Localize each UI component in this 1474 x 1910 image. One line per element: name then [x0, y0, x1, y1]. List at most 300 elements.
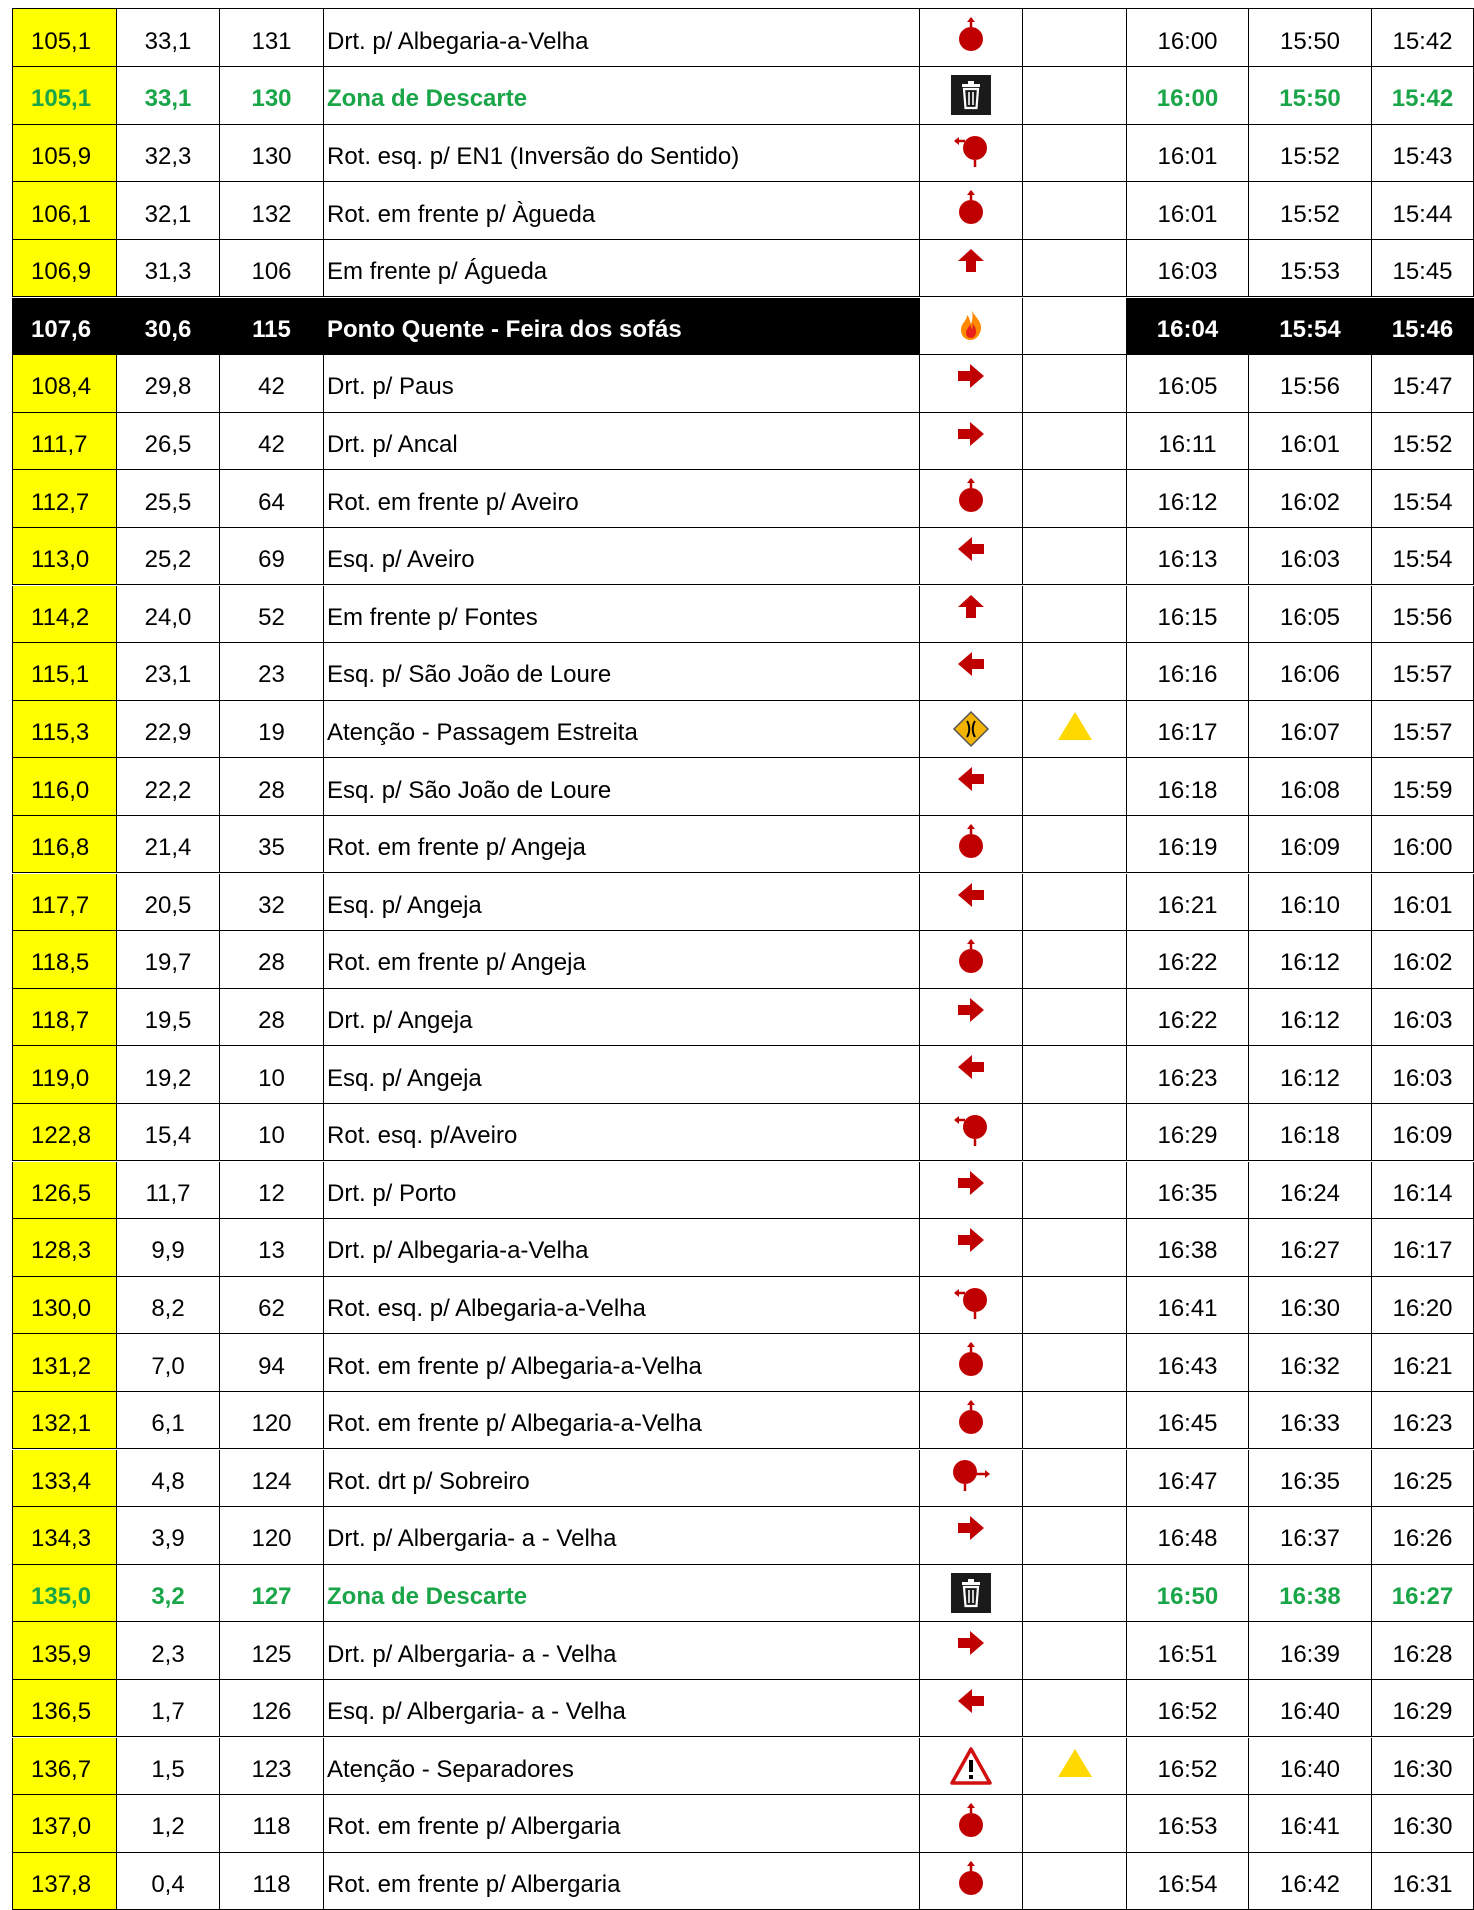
km-text: 136,5	[31, 1698, 92, 1726]
table-row	[12, 643, 1474, 701]
icon-cell	[919, 413, 1022, 470]
time-1-text: 16:00	[1156, 85, 1219, 113]
partial-text: 13	[258, 1237, 285, 1265]
remaining-cell	[116, 528, 219, 585]
warning-cell	[1022, 989, 1126, 1046]
icon-cell	[919, 1219, 1022, 1276]
time-1-cell	[1126, 1219, 1248, 1276]
instruction-cell	[323, 413, 919, 470]
instruction-cell	[323, 355, 919, 412]
km-text: 134,3	[31, 1525, 92, 1553]
partial-text: 118	[252, 1870, 291, 1898]
km-cell	[12, 1450, 116, 1507]
partial-text: 124	[251, 1467, 292, 1495]
time-1-cell	[1126, 1162, 1248, 1219]
instruction-cell	[323, 758, 919, 815]
time-3-cell	[1371, 355, 1474, 412]
icon-cell	[919, 1046, 1022, 1103]
time-3-text: 16:30	[1392, 1813, 1453, 1841]
instruction-text: Atenção - Passagem Estreita	[327, 718, 638, 746]
partial-text: 106	[251, 258, 292, 286]
warning-cell	[1022, 1680, 1126, 1737]
km-cell	[12, 874, 116, 931]
table-row	[12, 816, 1474, 874]
partial-text: 130	[251, 142, 292, 170]
instruction-cell	[323, 1622, 919, 1679]
remaining-cell	[116, 989, 219, 1046]
instruction-cell	[323, 1162, 919, 1219]
warning-cell	[1022, 1104, 1126, 1161]
remaining-text: 11,7	[145, 1179, 191, 1207]
instruction-text: Em frente p/ Fontes	[327, 603, 538, 631]
time-1-cell	[1126, 67, 1248, 124]
roundabout-straight-icon	[956, 1400, 986, 1436]
table-row	[12, 1392, 1474, 1450]
time-2-cell	[1248, 1277, 1371, 1334]
time-3-cell	[1371, 182, 1474, 239]
time-1-text: 16:29	[1157, 1122, 1218, 1150]
remaining-cell	[116, 643, 219, 700]
partial-text: 28	[258, 1006, 285, 1034]
time-1-cell	[1126, 413, 1248, 470]
remaining-text: 22,2	[144, 776, 192, 804]
table-row	[12, 1277, 1474, 1335]
time-2-cell	[1248, 1046, 1371, 1103]
remaining-cell	[116, 1392, 219, 1449]
remaining-cell	[116, 931, 219, 988]
partial-cell	[219, 125, 323, 182]
km-cell	[12, 125, 116, 182]
warning-cell	[1022, 874, 1126, 931]
instruction-text: Drt. p/ Angeja	[327, 1006, 473, 1034]
km-cell	[12, 1622, 116, 1679]
icon-cell	[919, 1277, 1022, 1334]
time-2-text: 16:12	[1279, 949, 1341, 977]
time-1-text: 16:01	[1157, 142, 1218, 170]
partial-cell	[219, 1738, 323, 1795]
km-text: 119,0	[31, 1064, 90, 1092]
time-2-cell	[1248, 758, 1371, 815]
instruction-text: Drt. p/ Albegaria-a-Velha	[327, 27, 589, 55]
km-cell	[12, 701, 116, 758]
time-2-text: 15:53	[1279, 258, 1341, 286]
warning-cell	[1022, 413, 1126, 470]
remaining-text: 6,1	[151, 1410, 185, 1438]
remaining-cell	[116, 470, 219, 527]
time-2-text: 16:35	[1279, 1467, 1341, 1495]
time-1-text: 16:38	[1157, 1237, 1218, 1265]
icon-cell	[919, 240, 1022, 297]
partial-cell	[219, 1104, 323, 1161]
time-2-cell	[1248, 989, 1371, 1046]
instruction-cell	[323, 989, 919, 1046]
instruction-cell	[323, 874, 919, 931]
remaining-text: 4,8	[151, 1467, 185, 1495]
remaining-cell	[116, 1450, 219, 1507]
time-3-text: 15:42	[1391, 85, 1454, 113]
roundabout-left-icon	[953, 133, 989, 169]
km-text: 113,0	[31, 546, 90, 574]
instruction-cell	[323, 931, 919, 988]
time-1-text: 16:17	[1157, 718, 1218, 746]
remaining-cell	[116, 9, 219, 66]
icon-cell	[919, 643, 1022, 700]
remaining-text: 20,5	[144, 891, 192, 919]
km-cell	[12, 758, 116, 815]
km-text: 118,5	[31, 949, 90, 977]
table-row	[12, 125, 1474, 183]
warning-cell	[1022, 1565, 1126, 1622]
km-text: 132,1	[31, 1410, 92, 1438]
km-cell	[12, 1334, 116, 1391]
time-3-text: 16:03	[1392, 1006, 1453, 1034]
time-2-text: 16:30	[1279, 1294, 1341, 1322]
partial-text: 94	[258, 1352, 285, 1380]
time-3-cell	[1371, 1162, 1474, 1219]
warning-cell	[1022, 355, 1126, 412]
table-row	[12, 67, 1474, 125]
km-text: 107,6	[31, 315, 92, 343]
remaining-cell	[116, 67, 219, 124]
partial-cell	[219, 413, 323, 470]
warning-cell	[1022, 182, 1126, 239]
km-text: 137,0	[31, 1813, 92, 1841]
remaining-cell	[116, 298, 219, 355]
time-2-text: 16:12	[1279, 1064, 1341, 1092]
partial-cell	[219, 931, 323, 988]
remaining-text: 33,1	[144, 85, 192, 113]
partial-text: 123	[251, 1755, 292, 1783]
time-2-cell	[1248, 1334, 1371, 1391]
km-text: 105,1	[31, 85, 92, 113]
instruction-cell	[323, 1392, 919, 1449]
km-text: 136,7	[31, 1755, 92, 1783]
arrow-right-icon	[956, 1227, 986, 1253]
time-1-text: 16:50	[1156, 1582, 1219, 1610]
time-1-cell	[1126, 182, 1248, 239]
km-cell	[12, 240, 116, 297]
time-1-text: 16:22	[1157, 949, 1218, 977]
instruction-cell	[323, 125, 919, 182]
time-3-cell	[1371, 989, 1474, 1046]
table-row	[12, 701, 1474, 759]
partial-cell	[219, 1162, 323, 1219]
instruction-text: Drt. p/ Albergaria- a - Velha	[327, 1640, 617, 1668]
instruction-cell	[323, 1450, 919, 1507]
time-3-text: 16:14	[1392, 1179, 1453, 1207]
icon-cell	[919, 586, 1022, 643]
km-text: 105,1	[31, 27, 92, 55]
time-3-cell	[1371, 874, 1474, 931]
icon-cell	[919, 1795, 1022, 1852]
fire-icon	[955, 306, 987, 342]
time-2-text: 16:07	[1279, 718, 1341, 746]
time-2-cell	[1248, 701, 1371, 758]
time-2-text: 16:38	[1279, 1582, 1341, 1610]
time-1-text: 16:12	[1157, 488, 1218, 516]
time-3-cell	[1371, 1334, 1474, 1391]
time-2-text: 15:52	[1279, 142, 1341, 170]
time-1-text: 16:23	[1157, 1064, 1218, 1092]
partial-cell	[219, 1046, 323, 1103]
instruction-cell	[323, 643, 919, 700]
instruction-cell	[323, 1738, 919, 1795]
time-2-text: 16:08	[1279, 776, 1341, 804]
time-2-cell	[1248, 586, 1371, 643]
time-1-text: 16:35	[1157, 1179, 1218, 1207]
remaining-cell	[116, 1738, 219, 1795]
time-1-cell	[1126, 758, 1248, 815]
time-1-text: 16:41	[1157, 1294, 1218, 1322]
remaining-cell	[116, 1277, 219, 1334]
time-3-cell	[1371, 816, 1474, 873]
instruction-cell	[323, 1219, 919, 1276]
time-1-cell	[1126, 1507, 1248, 1564]
instruction-cell	[323, 1795, 919, 1852]
arrow-right-icon	[956, 997, 986, 1023]
roundabout-left-icon	[953, 1285, 989, 1321]
table-row	[12, 1450, 1474, 1508]
instruction-text: Rot. esq. p/ EN1 (Inversão do Sentido)	[327, 142, 740, 170]
warning-cell	[1022, 1277, 1126, 1334]
time-2-text: 16:27	[1279, 1237, 1341, 1265]
time-1-text: 16:53	[1157, 1813, 1218, 1841]
arrow-right-icon	[956, 421, 986, 447]
partial-text: 19	[258, 718, 285, 746]
instruction-cell	[323, 1565, 919, 1622]
roundabout-straight-icon	[956, 1803, 986, 1839]
arrow-up-icon	[956, 248, 986, 274]
icon-cell	[919, 1565, 1022, 1622]
time-3-text: 15:52	[1392, 430, 1453, 458]
arrow-left-icon	[956, 651, 986, 677]
km-text: 118,7	[31, 1006, 90, 1034]
partial-text: 118	[252, 1813, 291, 1841]
remaining-text: 21,4	[144, 834, 192, 862]
icon-cell	[919, 9, 1022, 66]
warning-cell	[1022, 67, 1126, 124]
instruction-cell	[323, 470, 919, 527]
remaining-cell	[116, 586, 219, 643]
time-3-cell	[1371, 1680, 1474, 1737]
icon-cell	[919, 470, 1022, 527]
partial-text: 131	[251, 27, 292, 55]
time-2-cell	[1248, 528, 1371, 585]
table-row	[12, 1738, 1474, 1796]
time-1-text: 16:11	[1158, 430, 1217, 458]
roundabout-straight-icon	[956, 939, 986, 975]
time-3-text: 16:21	[1392, 1352, 1453, 1380]
km-cell	[12, 586, 116, 643]
remaining-cell	[116, 355, 219, 412]
km-text: 126,5	[31, 1179, 92, 1207]
time-1-cell	[1126, 1277, 1248, 1334]
time-2-cell	[1248, 874, 1371, 931]
roundabout-left-icon	[953, 1112, 989, 1148]
instruction-cell	[323, 1277, 919, 1334]
partial-cell	[219, 1450, 323, 1507]
time-1-cell	[1126, 1738, 1248, 1795]
instruction-text: Esq. p/ São João de Loure	[327, 661, 612, 689]
instruction-cell	[323, 9, 919, 66]
time-2-cell	[1248, 298, 1371, 355]
table-row	[12, 1334, 1474, 1392]
partial-text: 132	[251, 200, 292, 228]
partial-cell	[219, 1507, 323, 1564]
remaining-cell	[116, 758, 219, 815]
time-3-text: 15:56	[1392, 603, 1453, 631]
instruction-text: Drt. p/ Albergaria- a - Velha	[327, 1525, 617, 1553]
remaining-text: 1,2	[151, 1813, 185, 1841]
instruction-text: Zona de Descarte	[327, 1582, 528, 1610]
time-3-cell	[1371, 701, 1474, 758]
instruction-text: Rot. em frente p/ Angeja	[327, 949, 586, 977]
partial-text: 126	[251, 1698, 292, 1726]
warning-cell	[1022, 125, 1126, 182]
time-2-cell	[1248, 1853, 1371, 1910]
time-3-cell	[1371, 1277, 1474, 1334]
time-3-cell	[1371, 9, 1474, 66]
partial-cell	[219, 1334, 323, 1391]
km-cell	[12, 413, 116, 470]
partial-cell	[219, 989, 323, 1046]
time-2-text: 16:24	[1279, 1179, 1341, 1207]
arrow-left-icon	[956, 766, 986, 792]
warning-cell	[1022, 1795, 1126, 1852]
table-row	[12, 874, 1474, 932]
time-1-cell	[1126, 1334, 1248, 1391]
remaining-cell	[116, 1795, 219, 1852]
km-cell	[12, 355, 116, 412]
instruction-text: Esq. p/ Albergaria- a - Velha	[327, 1698, 626, 1726]
km-text: 130,0	[31, 1294, 92, 1322]
warning-cell	[1022, 1392, 1126, 1449]
remaining-cell	[116, 1334, 219, 1391]
instruction-text: Rot. em frente p/ Angeja	[327, 834, 586, 862]
partial-text: 120	[251, 1525, 292, 1553]
time-2-text: 16:33	[1279, 1410, 1341, 1438]
partial-text: 10	[258, 1064, 285, 1092]
icon-cell	[919, 1392, 1022, 1449]
remaining-text: 24,0	[144, 603, 192, 631]
time-3-cell	[1371, 1795, 1474, 1852]
km-text: 116,8	[31, 834, 90, 862]
partial-text: 127	[251, 1582, 292, 1610]
time-1-cell	[1126, 874, 1248, 931]
remaining-text: 29,8	[144, 373, 192, 401]
warning-cell	[1022, 1334, 1126, 1391]
time-3-cell	[1371, 1622, 1474, 1679]
remaining-text: 1,5	[151, 1755, 185, 1783]
instruction-text: Esq. p/ Angeja	[327, 1064, 482, 1092]
time-2-cell	[1248, 1162, 1371, 1219]
table-row	[12, 1104, 1474, 1162]
roundabout-straight-icon	[956, 17, 986, 53]
trash-icon	[951, 1573, 991, 1613]
time-3-cell	[1371, 413, 1474, 470]
time-1-cell	[1126, 1565, 1248, 1622]
icon-cell	[919, 528, 1022, 585]
warning-cell	[1022, 643, 1126, 700]
partial-text: 10	[258, 1122, 285, 1150]
time-3-text: 15:57	[1392, 661, 1453, 689]
time-1-text: 16:19	[1157, 834, 1218, 862]
partial-cell	[219, 182, 323, 239]
arrow-left-icon	[956, 1688, 986, 1714]
partial-cell	[219, 528, 323, 585]
warning-cell	[1022, 1738, 1126, 1795]
roundabout-right-icon	[951, 1458, 991, 1492]
arrow-left-icon	[956, 1054, 986, 1080]
icon-cell	[919, 1738, 1022, 1795]
remaining-cell	[116, 1046, 219, 1103]
km-text: 108,4	[31, 373, 92, 401]
partial-cell	[219, 1680, 323, 1737]
time-2-cell	[1248, 1565, 1371, 1622]
warning-cell	[1022, 701, 1126, 758]
warning-cell	[1022, 1219, 1126, 1276]
km-cell	[12, 298, 116, 355]
icon-cell	[919, 1104, 1022, 1161]
time-1-cell	[1126, 528, 1248, 585]
km-text: 116,0	[31, 776, 90, 804]
time-1-cell	[1126, 989, 1248, 1046]
remaining-text: 32,3	[144, 142, 192, 170]
km-cell	[12, 528, 116, 585]
remaining-text: 1,7	[151, 1698, 185, 1726]
narrow-road-sign-icon	[951, 709, 991, 749]
icon-cell	[919, 298, 1022, 355]
partial-cell	[219, 758, 323, 815]
remaining-text: 33,1	[144, 27, 192, 55]
warning-cell	[1022, 931, 1126, 988]
partial-cell	[219, 470, 323, 527]
partial-cell	[219, 240, 323, 297]
time-2-text: 16:06	[1279, 661, 1341, 689]
instruction-text: Zona de Descarte	[327, 85, 528, 113]
time-1-text: 16:16	[1157, 661, 1218, 689]
time-3-text: 16:23	[1392, 1410, 1453, 1438]
time-1-cell	[1126, 1680, 1248, 1737]
time-1-text: 16:52	[1157, 1698, 1218, 1726]
time-2-cell	[1248, 67, 1371, 124]
time-3-cell	[1371, 931, 1474, 988]
table-row	[12, 1795, 1474, 1853]
time-1-cell	[1126, 643, 1248, 700]
remaining-cell	[116, 874, 219, 931]
partial-cell	[219, 1622, 323, 1679]
time-2-cell	[1248, 182, 1371, 239]
remaining-text: 15,4	[144, 1122, 192, 1150]
remaining-text: 30,6	[144, 315, 192, 343]
table-row	[12, 989, 1474, 1047]
time-2-text: 15:56	[1279, 373, 1341, 401]
km-cell	[12, 643, 116, 700]
table-row	[12, 1219, 1474, 1277]
remaining-text: 23,1	[144, 661, 192, 689]
time-3-text: 15:42	[1392, 27, 1453, 55]
table-row	[12, 8, 1474, 67]
instruction-text: Rot. esq. p/ Albegaria-a-Velha	[327, 1294, 646, 1322]
km-text: 115,3	[31, 718, 90, 746]
instruction-text: Ponto Quente - Feira dos sofás	[327, 315, 682, 343]
km-text: 112,7	[31, 488, 90, 516]
time-3-text: 15:45	[1392, 258, 1453, 286]
roundabout-straight-icon	[956, 1342, 986, 1378]
time-3-cell	[1371, 1565, 1474, 1622]
instruction-cell	[323, 1507, 919, 1564]
instruction-text: Esq. p/ Angeja	[327, 891, 482, 919]
